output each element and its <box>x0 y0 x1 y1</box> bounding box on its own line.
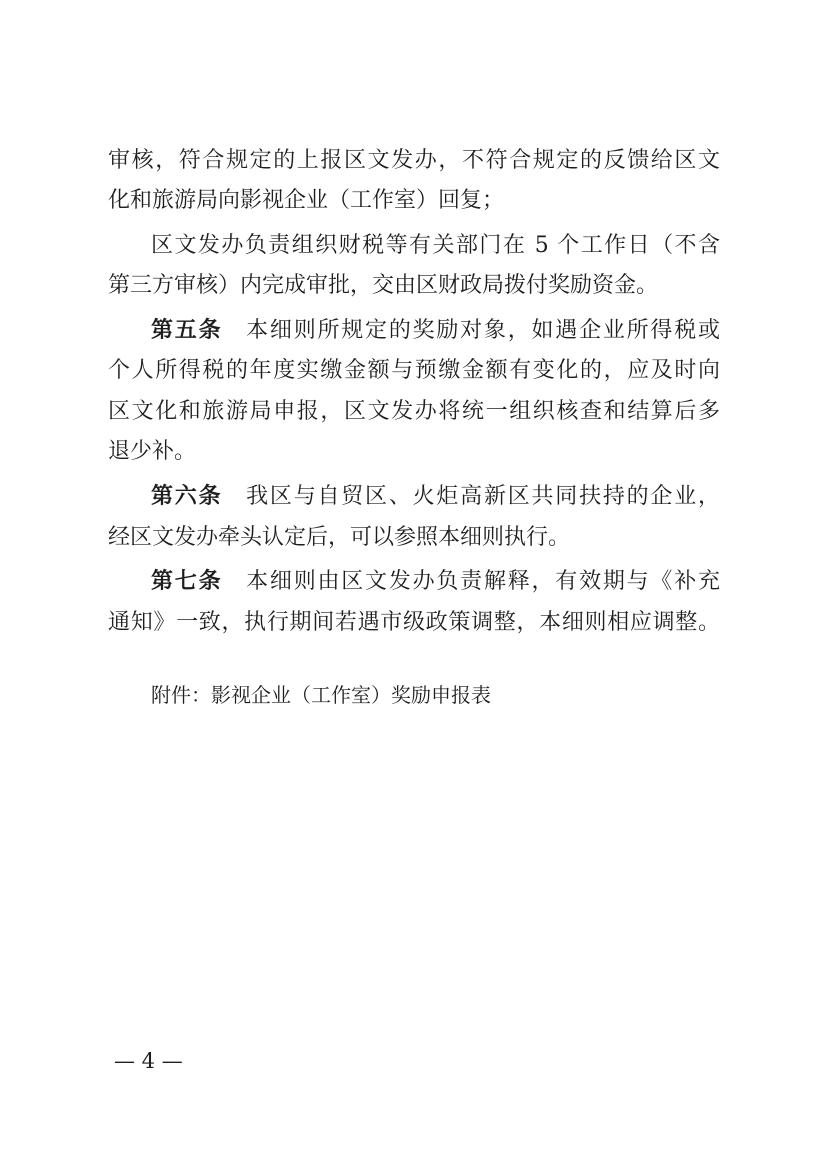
body-line: 退少补。 <box>108 439 197 464</box>
body-line: 第三方审核）内完成审批，交由区财政局拨付奖励资金。 <box>108 273 659 298</box>
article-7-line: 第七条 本细则由区文发办负责解释，有效期与《补充 <box>151 569 720 594</box>
body-line: 区文化和旅游局申报，区文发办将统一组织核查和结算后多 <box>108 399 720 424</box>
body-line: 经区文发办牵头认定后，可以参照本细则执行。 <box>108 525 571 550</box>
article-6-title: 第六条 <box>151 484 223 509</box>
body-line: 区文发办负责组织财税等有关部门在 5 个工作日（不含 <box>151 233 720 258</box>
body-line: 审核，符合规定的上报区文发办，不符合规定的反馈给区文 <box>108 148 720 173</box>
article-5-line: 第五条 本细则所规定的奖励对象，如遇企业所得税或 <box>151 318 720 343</box>
attachment-note: 附件：影视企业（工作室）奖励申报表 <box>151 683 491 707</box>
article-6-line: 第六条 我区与自贸区、火炬高新区共同扶持的企业， <box>151 484 720 509</box>
article-5-title: 第五条 <box>151 318 223 343</box>
article-7-title: 第七条 <box>151 569 223 594</box>
body-line: 通知》一致，执行期间若遇市级政策调整，本细则相应调整。 <box>108 610 720 635</box>
body-line: 个人所得税的年度实缴金额与预缴金额有变化的，应及时向 <box>108 358 720 383</box>
page-number: — 4 — <box>114 1049 183 1073</box>
body-line: 化和旅游局向影视企业（工作室）回复； <box>108 188 505 213</box>
